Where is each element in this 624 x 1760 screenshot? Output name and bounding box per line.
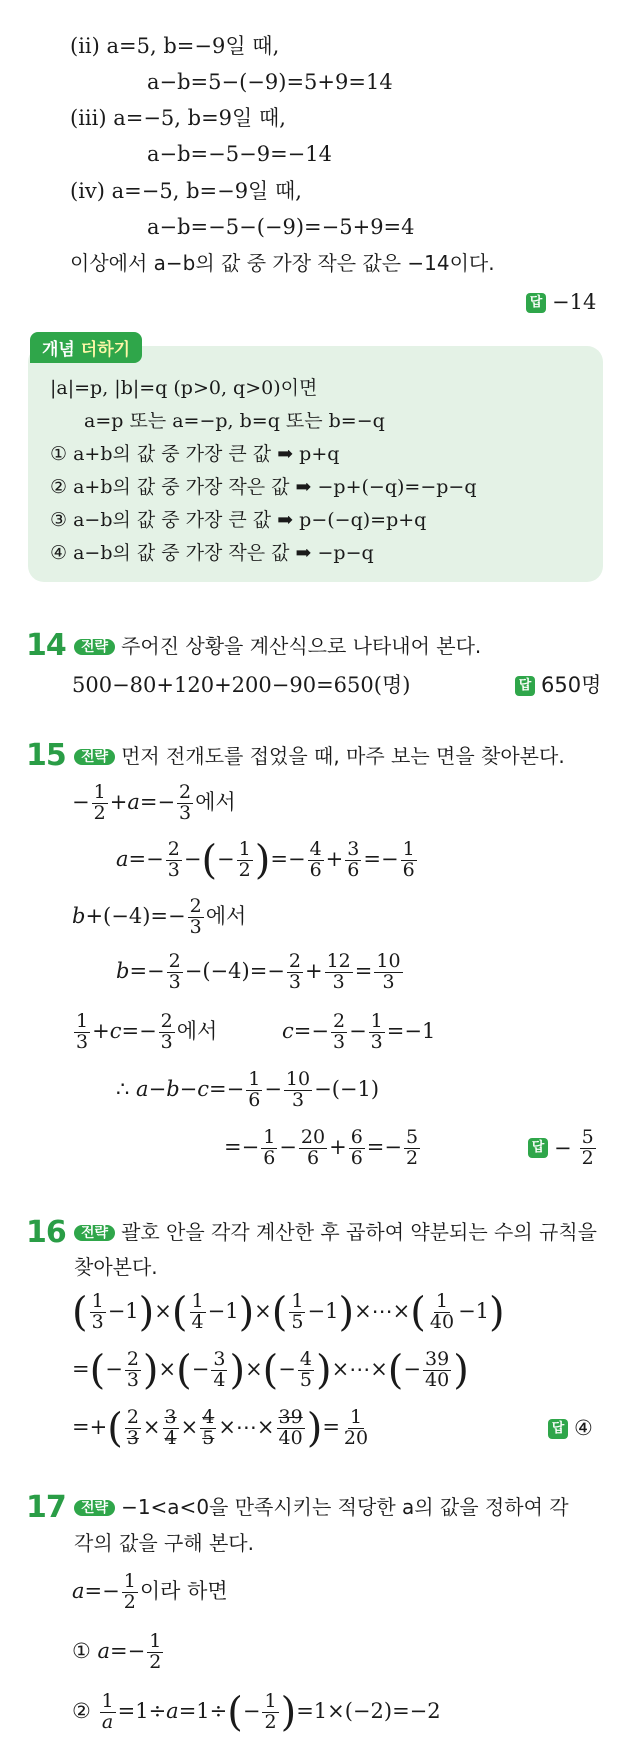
q15-number: 15 (26, 738, 66, 773)
q16-eq3: =+( $\frac{2}{3}$ × $\frac{3}{4}$ × $\frac{4}{5}$ ×⋯× $\frac{39}{40}$ )= $\frac{1}{20}$ (72, 1405, 369, 1452)
answer-value: −14 (552, 290, 597, 314)
q15-eq3: b+(−4)=− $\frac{2}{3}$ 에서 (72, 895, 247, 938)
q14-strategy (74, 636, 481, 656)
q15-eq2: a=− $\frac{2}{3}$ −(− $\frac{1}{2}$ )=− $\frac{4}{6}$ + $\frac{3}{6}$ =− $\frac{1}{6}$ (116, 837, 415, 884)
q16-strategy-text-1: 괄호 안을 각각 계산한 후 곱하여 약분되는 수의 규칙을 (121, 1220, 597, 1244)
q17-strategy-text-2: 각의 값을 구해 본다. (74, 1531, 254, 1555)
concept-line-5: ③ a−b의 값 중 가장 큰 값 ➡ p−(−q)=p+q (50, 509, 427, 531)
q15-suffix: 에서 (195, 789, 236, 814)
concept-line-4: ② a+b의 값 중 가장 작은 값 ➡ −p+(−q)=−p−q (50, 476, 477, 498)
q15-answer (528, 1128, 598, 1169)
q16-answer (548, 1418, 593, 1439)
q16-strategy (74, 1222, 597, 1242)
q15-suffix: 에서 (205, 903, 247, 928)
q14-calc: 500−80+120+200−90=650(명) (72, 673, 411, 697)
q17-assume-suffix: 이라 하면 (139, 1578, 228, 1603)
q15-eq4: b=− $\frac{2}{3}$ −(−4)=− $\frac{2}{3}$ + $\frac{12}{3}$ = $\frac{10}{3}$ (116, 950, 401, 993)
q15-answer-num: 5 (581, 1126, 594, 1148)
answer-badge: 답 (528, 1138, 548, 1158)
case-iv-calc: a−b=−5−(−9)=−5+9=4 (147, 215, 415, 239)
case-iii-line: (iii) a=−5, b=9일 때, (70, 106, 286, 130)
q17-strategy (74, 1497, 569, 1517)
q15-eq6: c=− $\frac{2}{3}$ − $\frac{1}{3}$ =−1 (282, 1010, 436, 1053)
q16-number: 16 (26, 1215, 66, 1250)
q17-item1: ① a=− $\frac{1}{2}$ (72, 1630, 162, 1673)
q14-strategy-text: 주어진 상황을 계산식으로 나타내어 본다. (121, 634, 482, 658)
case-iv-line: (iv) a=−5, b=−9일 때, (70, 179, 302, 203)
q15-eq5: $\frac{1}{3}$ +c=− $\frac{2}{3}$ 에서 (76, 1010, 218, 1053)
top-answer (526, 292, 596, 313)
strategy-badge: 전략 (74, 1225, 115, 1241)
q17-number: 17 (26, 1490, 66, 1525)
q15-answer-den: 2 (581, 1146, 594, 1169)
q15-strategy-text: 먼저 전개도를 접었을 때, 마주 보는 면을 찾아본다. (121, 744, 565, 768)
answer-badge: 답 (526, 293, 546, 313)
q15-eq7: ∴ a−b−c=− $\frac{1}{6}$ − $\frac{10}{3}$ −(−1) (116, 1068, 380, 1111)
answer-badge: 답 (548, 1419, 568, 1439)
answer-value: 650명 (541, 673, 602, 697)
q16-eq2: =(− $\frac{2}{3}$ )×(− $\frac{3}{4}$ )×(− $\frac{4}{5}$ )×⋯×(− $\frac{39}{40}$ ) (72, 1347, 469, 1394)
q17-assume: a=− $\frac{1}{2}$ 이라 하면 (72, 1570, 228, 1613)
case-ii-calc: a−b=5−(−9)=5+9=14 (147, 70, 393, 94)
q16-strategy-text-2: 찾아본다. (74, 1255, 158, 1279)
q15-suffix: 에서 (176, 1018, 218, 1043)
answer-badge: 답 (515, 676, 535, 696)
q15-eq8: =− $\frac{1}{6}$ − $\frac{20}{6}$ + $\frac{6}{6}$ =− $\frac{5}{2}$ (224, 1126, 419, 1169)
q15-strategy (74, 746, 565, 766)
strategy-badge: 전략 (74, 1500, 115, 1516)
q15-eq1: − $\frac{1}{2}$ +a=− $\frac{2}{3}$ 에서 (72, 781, 236, 824)
case-iii-calc: a−b=−5−9=−14 (147, 142, 332, 166)
concept-line-1: |a|=p, |b|=q (p>0, q>0)이면 (50, 377, 318, 399)
strategy-badge: 전략 (74, 639, 115, 655)
case-ii-line: (ii) a=5, b=−9일 때, (70, 34, 280, 58)
concept-line-3: ① a+b의 값 중 가장 큰 값 ➡ p+q (50, 443, 340, 465)
answer-value: ④ (574, 1416, 593, 1440)
q14-answer (515, 675, 601, 696)
q16-eq1: ( $\frac{1}{3}$ −1)×( $\frac{1}{4}$ −1)×( $\frac{1}{5}$ −1)×⋯×( $\frac{1}{40}$ −1) (72, 1289, 505, 1336)
concept-box-title (30, 332, 142, 363)
q17-strategy-text-1: −1<a<0을 만족시키는 적당한 a의 값을 정하여 각 (121, 1495, 569, 1519)
concept-title-word1: 개념 (42, 340, 75, 360)
strategy-badge: 전략 (74, 749, 115, 765)
q14-number: 14 (26, 628, 66, 663)
q17-item2: ② $\frac{1}{a}$ =1÷a=1÷(− $\frac{1}{2}$ )=1×(−2)=−2 (72, 1689, 441, 1736)
conclusion-text: 이상에서 a−b의 값 중 가장 작은 값은 −14이다. (70, 251, 495, 275)
concept-line-6: ④ a−b의 값 중 가장 작은 값 ➡ −p−q (50, 542, 374, 564)
concept-line-2: a=p 또는 a=−p, b=q 또는 b=−q (84, 410, 385, 432)
q15-answer-sign: − (554, 1135, 572, 1160)
concept-title-word2: 더하기 (80, 340, 131, 360)
